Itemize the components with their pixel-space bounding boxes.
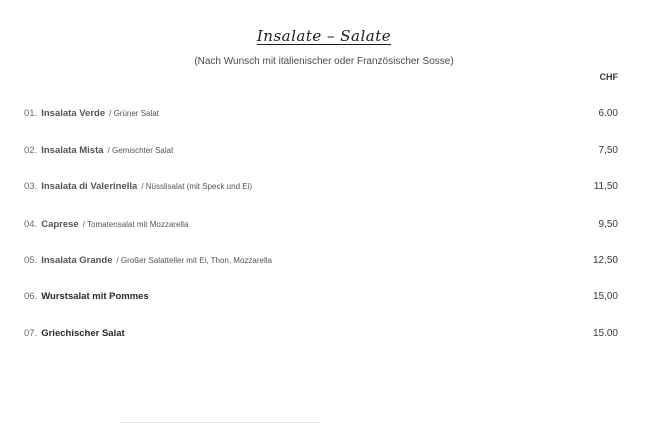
menu-item-2 (24, 145, 618, 161)
menu-item-3 (24, 181, 618, 197)
item-number: 04. (24, 219, 38, 230)
item-description: / Grüner Salat (109, 109, 159, 118)
item-description: / Gemischter Salat (107, 146, 174, 155)
menu-item-7 (24, 328, 618, 344)
menu-item-5 (24, 255, 618, 271)
item-name: Insalata Verde (41, 108, 106, 119)
item-name: Insalata Mista (41, 145, 104, 156)
item-number: 05. (24, 255, 38, 266)
item-number: 03. (24, 181, 38, 192)
item-price: 6.00 (598, 108, 618, 119)
item-price: 15.00 (592, 328, 618, 339)
item-number: 02. (24, 145, 38, 156)
item-name: Wurstsalat mit Pommes (41, 291, 149, 302)
menu-item-1 (24, 108, 618, 124)
item-price: 12,50 (592, 255, 618, 266)
scan-edge-top-right (595, 0, 648, 1)
item-price: 15,00 (592, 291, 618, 302)
item-number: 07. (24, 328, 38, 339)
item-price: 11,50 (593, 181, 618, 192)
item-price: 7,50 (598, 145, 618, 156)
item-number: 01. (24, 108, 38, 119)
menu-item-6 (24, 291, 618, 307)
scan-edge-bottom (120, 422, 320, 423)
item-price: 9,50 (598, 219, 618, 230)
item-description: / Nüsslisalat (mit Speck und Ei) (141, 182, 253, 191)
item-description: / Großer Salatteller mit Ei, Thon, Mozzarella (116, 256, 272, 265)
item-description: / Tomatensalat mit Mozzarella (82, 220, 189, 229)
menu-title: Insalate – Salate (256, 27, 392, 45)
menu-item-4 (24, 219, 618, 235)
item-number: 06. (24, 291, 38, 302)
item-name: Insalata Grande (41, 255, 113, 266)
item-name: Caprese (41, 219, 79, 230)
currency-label: CHF (599, 72, 618, 82)
menu-subtitle: (Nach Wunsch mit italienischer oder Französischer Sosse) (194, 56, 454, 67)
item-name: Griechischer Salat (41, 328, 125, 339)
item-name: Insalata di Valerinella (41, 181, 138, 192)
